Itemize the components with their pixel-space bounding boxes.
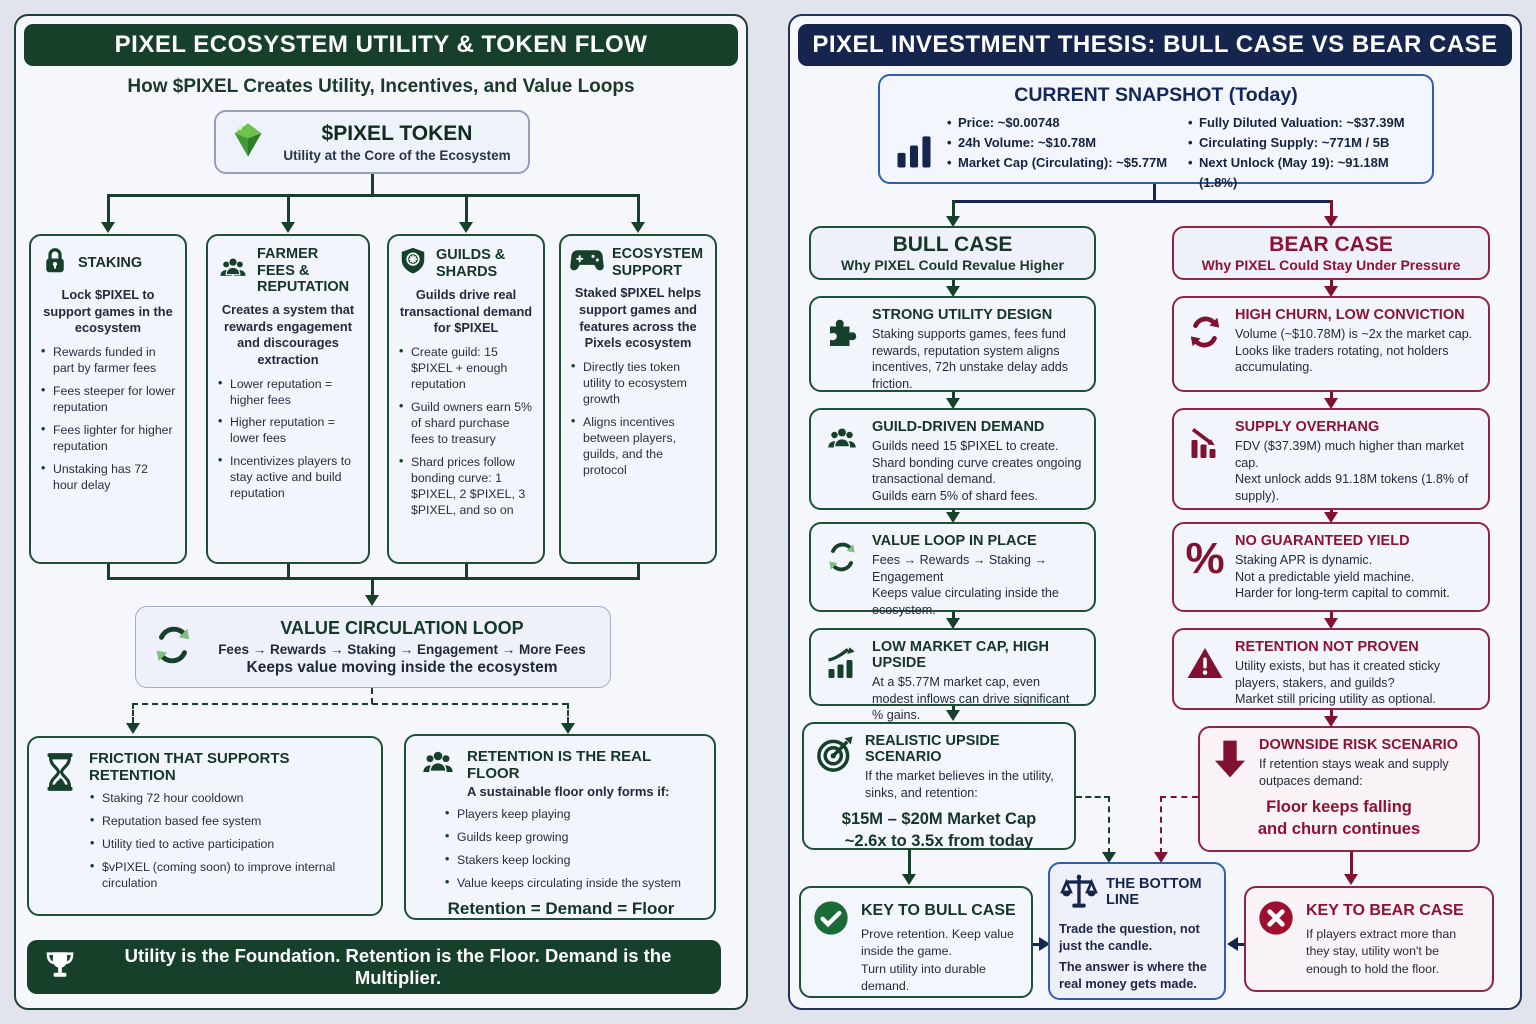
arrow-down-icon	[1344, 874, 1358, 885]
bars-down-icon	[1184, 419, 1226, 502]
current-snapshot-box	[878, 74, 1434, 191]
card-title: LOW MARKET CAP, HIGH UPSIDE	[872, 639, 1049, 671]
guild-demand-card	[809, 408, 1096, 510]
card-title: SUPPLY OVERHANG	[1235, 419, 1380, 435]
value-loop-flow: Fees → Rewards → Staking → Engagement → More Fees	[218, 641, 586, 657]
scenario-title: DOWNSIDE RISK SCENARIO	[1259, 737, 1458, 753]
bear-case-subtitle: Why PIXEL Could Stay Under Pressure	[1201, 257, 1461, 273]
bullet: • Guild owners earn 5% of shard purchase fees to treasury	[398, 400, 534, 448]
retention-title: RETENTION IS THE REAL FLOOR	[467, 748, 651, 782]
chart-up-icon	[821, 639, 863, 698]
trophy-icon	[43, 948, 77, 987]
card-title: RETENTION NOT PROVEN	[1235, 639, 1419, 655]
high-churn-card	[1172, 296, 1490, 392]
bullet: • Create guild: 15 $PIXEL + enough reputation	[398, 345, 534, 393]
bullet: • Directly ties token utility to ecosystem growth	[570, 360, 706, 408]
percent-icon: %	[1185, 534, 1225, 583]
card-line: Keeps value circulating inside the ecosystem.	[872, 586, 1059, 617]
right-panel-title: PIXEL INVESTMENT THESIS: BULL CASE VS BEAR CASE	[812, 31, 1498, 58]
bullet: • Stakers keep locking	[444, 853, 704, 869]
stat: • 24h Volume: ~$10.78M	[946, 133, 1179, 153]
bullet: • Shard prices follow bonding curve: 1 $PIXEL, 2 $PIXEL, 3 $PIXEL, and so on	[398, 455, 534, 519]
left-panel-banner	[27, 940, 721, 994]
value-circulation-loop-box	[135, 606, 611, 688]
arrow-down-icon	[101, 222, 115, 233]
scenario-title: REALISTIC UPSIDE SCENARIO	[865, 733, 1000, 765]
banner-text: Utility is the Foundation. Retention is the Floor. Demand is the Multiplier.	[124, 945, 672, 988]
retention-intro: A sustainable floor only forms if:	[467, 784, 670, 799]
users-icon	[418, 748, 458, 785]
value-loop-card	[809, 522, 1096, 617]
connector	[287, 194, 290, 222]
connector	[908, 850, 911, 876]
staking-box	[29, 234, 187, 564]
connector-dashed	[1160, 796, 1198, 798]
lock-icon	[40, 246, 70, 281]
token-title: $PIXEL TOKEN	[321, 121, 473, 145]
arrow-down-icon	[946, 710, 960, 721]
connector-dashed	[1076, 796, 1110, 798]
arrow-down-icon	[281, 222, 295, 233]
card-title: VALUE LOOP IN PLACE	[872, 533, 1037, 549]
low-mcap-card	[809, 628, 1096, 723]
gem-icon	[228, 120, 268, 165]
pillar-bullets	[40, 345, 176, 494]
pillar-intro: Creates a system that rewards engagement and discourages extraction	[221, 302, 355, 367]
value-loop-title: VALUE CIRCULATION LOOP	[280, 617, 524, 638]
key-line: Prove retention. Keep value inside the game.	[861, 927, 1014, 959]
arrow-down-icon	[561, 723, 575, 734]
bullet: • Guilds keep growing	[444, 830, 704, 846]
bullet: • Unstaking has 72 hour delay	[40, 462, 176, 494]
left-panel-title: PIXEL ECOSYSTEM UTILITY & TOKEN FLOW	[114, 31, 648, 58]
connector-dashed	[132, 703, 568, 705]
scenario-highlight: $15M – $20M Market Cap	[841, 810, 1037, 829]
puzzle-icon	[821, 307, 863, 384]
pillar-title: ECOSYSTEM SUPPORT	[612, 246, 704, 279]
loop-icon	[150, 622, 196, 673]
bullet: • Utility tied to active participation	[89, 837, 371, 853]
check-circle-icon	[811, 898, 851, 943]
retention-bullets	[418, 807, 704, 892]
ecosystem-support-box	[559, 234, 717, 564]
users-icon	[821, 419, 863, 502]
arrow-down-icon	[902, 874, 916, 885]
stat: • Circulating Supply: ~771M / 5B	[1187, 133, 1420, 153]
bar-chart-icon	[892, 129, 936, 178]
bull-case-title: BULL CASE	[892, 233, 1013, 256]
pillar-bullets	[217, 377, 359, 503]
card-title: STRONG UTILITY DESIGN	[872, 307, 1053, 323]
connector-dashed	[1160, 796, 1162, 854]
scenario-highlight: and churn continues	[1257, 819, 1421, 838]
retention-not-proven-card	[1172, 628, 1490, 710]
friction-bullets	[89, 791, 371, 892]
pillar-title: FARMER FEES & REPUTATION	[257, 246, 350, 296]
bullet: • Value keeps circulating inside the system	[444, 876, 704, 892]
hourglass-icon	[41, 750, 79, 906]
bull-case-header	[809, 226, 1096, 280]
users-icon	[217, 255, 249, 288]
card-line: Guilds need 15 $PIXEL to create.	[872, 439, 1059, 453]
left-panel	[14, 14, 748, 1010]
right-panel	[788, 14, 1522, 1010]
pillar-title: STAKING	[78, 255, 143, 272]
bullet: • $vPIXEL (coming soon) to improve internal circulation	[89, 860, 371, 892]
connector	[371, 174, 374, 196]
shield-icon	[398, 246, 428, 281]
connector-dashed	[1108, 796, 1110, 854]
retention-footer: Retention = Demand = Floor	[447, 898, 675, 918]
strong-utility-card	[809, 296, 1096, 392]
card-title: HIGH CHURN, LOW CONVICTION	[1235, 307, 1465, 323]
bullet: • Aligns incentives between players, guilds, and the protocol	[570, 415, 706, 479]
cycle-icon	[821, 533, 863, 604]
pillar-title: GUILDS & SHARDS	[436, 246, 506, 280]
bullet: • Reputation based fee system	[89, 814, 371, 830]
guilds-shards-box	[387, 234, 545, 564]
connector	[1350, 852, 1353, 876]
right-panel-header	[798, 24, 1512, 66]
no-yield-card	[1172, 522, 1490, 612]
bottom-line-text: The answer is where the real money gets made.	[1059, 958, 1207, 991]
card-line: Volume (~$10.78M) is ~2x the market cap.	[1235, 327, 1473, 341]
arrow-down-icon	[631, 222, 645, 233]
bullet: • Incentivizes players to stay active and build reputation	[217, 454, 359, 502]
connector	[371, 577, 374, 595]
snapshot-title: CURRENT SNAPSHOT (Today)	[1014, 84, 1298, 106]
scenario-text: If the market believes in the utility, sinks, and retention:	[865, 769, 1054, 800]
churn-icon	[1184, 307, 1226, 384]
friction-title: FRICTION THAT SUPPORTS RETENTION	[89, 750, 290, 784]
bullet: • Fees lighter for higher reputation	[40, 423, 176, 455]
connector-dashed	[567, 703, 569, 723]
connector	[637, 194, 640, 222]
bullet: • Higher reputation = lower fees	[217, 415, 359, 447]
pillar-intro: Guilds drive real transactional demand for $PIXEL	[399, 287, 533, 336]
connector-dashed	[132, 703, 134, 723]
card-line: Harder for long-term capital to commit.	[1235, 586, 1450, 601]
left-panel-subtitle: How $PIXEL Creates Utility, Incentives, and Value Loops	[127, 76, 635, 97]
card-line: Not a predictable yield machine.	[1235, 569, 1415, 584]
bull-case-subtitle: Why PIXEL Could Revalue Higher	[840, 257, 1064, 273]
key-to-bull-box	[799, 886, 1033, 998]
scenario-highlight: ~2.6x to 3.5x from today	[844, 831, 1034, 850]
key-line: Turn utility into durable demand.	[861, 961, 986, 994]
arrow-down-icon	[365, 595, 379, 606]
card-line: Utility exists, but has it created sticky players, stakers, and guilds?	[1235, 659, 1441, 690]
gamepad-icon	[570, 247, 604, 278]
bottom-line-text: Trade the question, not just the candle.	[1059, 921, 1200, 954]
connector-dashed	[371, 688, 373, 704]
connector	[465, 194, 468, 222]
bottom-line-title: THE BOTTOM LINE	[1106, 876, 1202, 908]
card-line: Market still pricing utility as optional.	[1235, 692, 1436, 707]
pillar-bullets	[570, 360, 706, 479]
warning-icon	[1184, 639, 1226, 702]
connector	[952, 200, 955, 216]
bullet: • Rewards funded in part by farmer fees	[40, 345, 176, 377]
snapshot-stats-left	[946, 113, 1179, 194]
upside-scenario-box	[802, 722, 1076, 850]
connector	[107, 194, 639, 197]
key-to-bear-box	[1244, 886, 1494, 992]
pillar-intro: Lock $PIXEL to support games in the ecosystem	[43, 287, 173, 336]
friction-box	[27, 736, 383, 916]
stat: • Price: ~$0.00748	[946, 113, 1179, 133]
value-loop-caption: Keeps value moving inside the ecosystem	[246, 658, 558, 676]
down-arrow-icon	[1210, 737, 1250, 789]
token-subtitle: Utility at the Core of the Ecosystem	[283, 147, 511, 163]
scales-icon	[1059, 872, 1099, 917]
key-line: If players extract more than they stay, utility won't be enough to hold the floor.	[1306, 927, 1457, 976]
pixel-token-box	[214, 110, 530, 174]
connector	[107, 194, 110, 222]
card-title: NO GUARANTEED YIELD	[1235, 533, 1410, 549]
stat: • Fully Diluted Valuation: ~$37.39M	[1187, 113, 1420, 133]
key-title: KEY TO BEAR CASE	[1306, 902, 1464, 919]
pillar-intro: Staked $PIXEL helps support games and features across the Pixels ecosystem	[574, 285, 702, 351]
card-line: Shard bonding curve creates ongoing transactional demand.	[872, 455, 1082, 487]
card-line: Next unlock adds 91.18M tokens (1.8% of supply).	[1235, 472, 1469, 503]
bear-case-title: BEAR CASE	[1269, 233, 1393, 256]
scenario-text: If retention stays weak and supply outpaces demand:	[1259, 757, 1449, 788]
pillar-bullets	[398, 345, 534, 519]
supply-overhang-card	[1172, 408, 1490, 510]
card-line: Staking supports games, fees fund rewards, reputation system aligns incentives, 72h unstake delay adds friction.	[872, 327, 1069, 391]
retention-box	[404, 734, 716, 920]
left-panel-header	[24, 24, 738, 66]
bullet: • Fees steeper for lower reputation	[40, 384, 176, 416]
arrow-down-icon	[126, 723, 140, 734]
key-title: KEY TO BULL CASE	[861, 902, 1016, 919]
card-line: Fees → Rewards → Staking → Engagement	[872, 553, 1047, 584]
bullet: • Players keep playing	[444, 807, 704, 823]
connector	[1330, 200, 1333, 216]
x-circle-icon	[1256, 898, 1296, 943]
bullet: • Staking 72 hour cooldown	[89, 791, 371, 807]
snapshot-stats-right	[1187, 113, 1420, 194]
bear-case-header	[1172, 226, 1490, 280]
card-line: Staking APR is dynamic.	[1235, 553, 1373, 567]
card-title: GUILD-DRIVEN DEMAND	[872, 419, 1045, 435]
bullet: • Lower reputation = higher fees	[217, 377, 359, 409]
target-icon	[814, 733, 856, 801]
arrow-down-icon	[459, 222, 473, 233]
stat: • Next Unlock (May 19): ~91.18M (1.8%)	[1187, 153, 1420, 193]
connector	[952, 200, 1332, 203]
farmer-fees-box	[206, 234, 370, 564]
stat: • Market Cap (Circulating): ~$5.77M	[946, 153, 1179, 173]
card-line: FDV ($37.39M) much higher than market cap.	[1235, 439, 1464, 470]
connector	[1236, 943, 1244, 946]
scenario-highlight: Floor keeps falling	[1266, 798, 1412, 817]
bottom-line-box	[1048, 862, 1226, 1000]
card-line: Guilds earn 5% of shard fees.	[872, 488, 1038, 503]
downside-scenario-box	[1198, 726, 1480, 852]
card-line: Looks like traders rotating, not holders accumulating.	[1235, 343, 1449, 375]
card-line: At a $5.77M market cap, even modest inflows can drive significant % gains.	[872, 675, 1070, 723]
